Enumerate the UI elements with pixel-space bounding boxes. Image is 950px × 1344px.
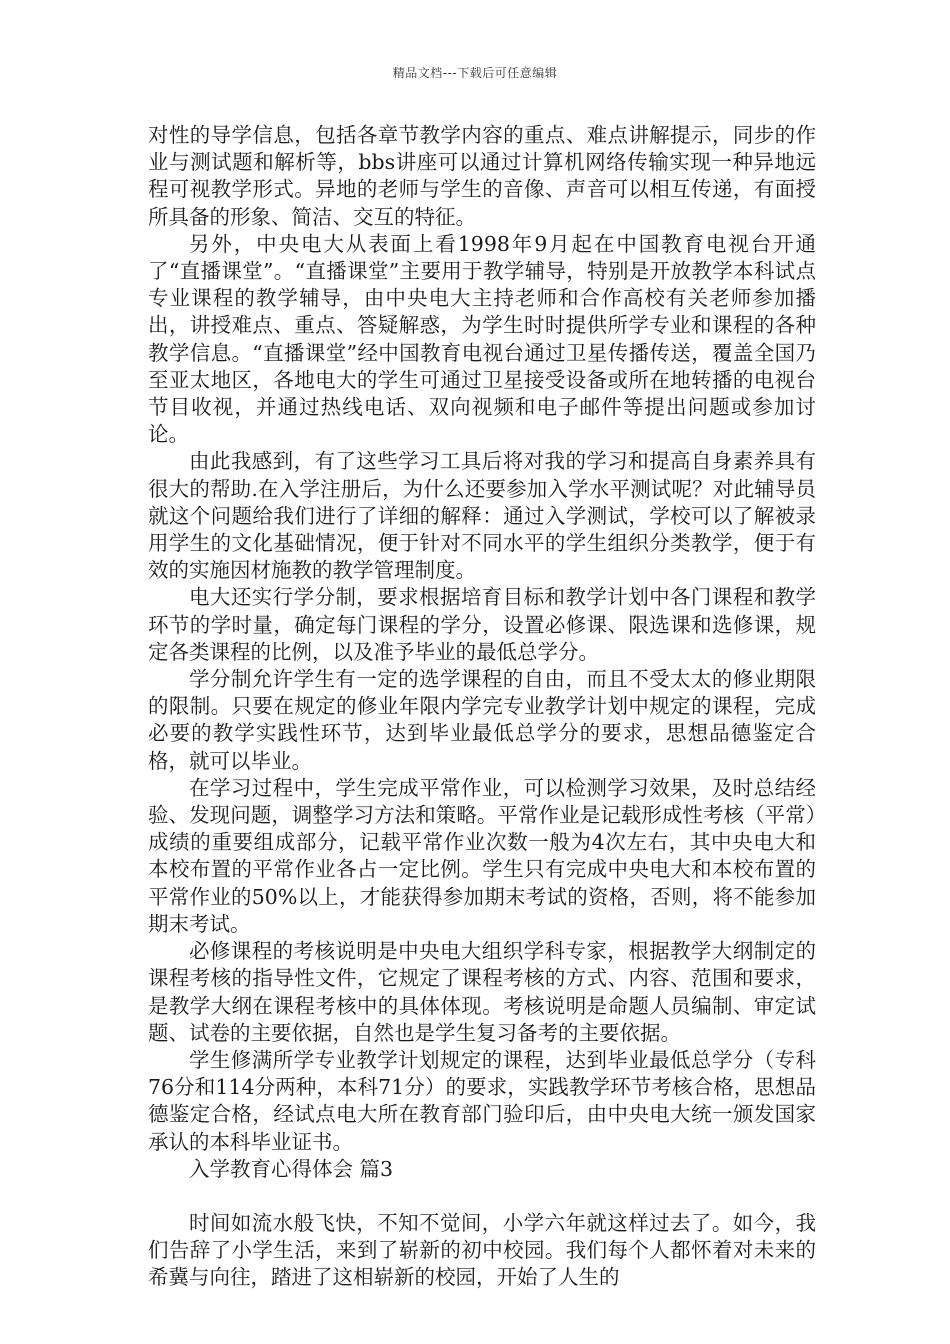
paragraph-1: 对性的导学信息，包括各章节教学内容的重点、难点讲解提示，同步的作业与测试题和解析等，bbs讲座可以通过计算机网络传输实现一种异地远程可视教学形式。异地的老师与学生的音像、声音可以相互传递，有面授所具备的形象、简洁、交互的特征。 bbox=[148, 123, 816, 229]
paragraph-5: 学分制允许学生有一定的选学课程的自由，而且不受太太的修业期限的限制。只要在规定的修业年限内学完专业教学计划中规定的课程，完成必要的教学实践性环节，达到毕业最低总学分的要求，思想品德鉴定合格，就可以毕业。 bbox=[148, 667, 816, 773]
paragraph-6: 在学习过程中，学生完成平常作业，可以检测学习效果，及时总结经验、发现问题，调整学习方法和策略。平常作业是记载形成性考核（平常）成绩的重要组成部分，记载平常作业次数一般为4次左右，其中央电大和本校布置的平常作业各占一定比例。学生只有完成中央电大和本校布置的平常作业的50%以上，才能获得参加期末考试的资格，否则，将不能参加期末考试。 bbox=[148, 775, 816, 936]
page-header: 精品文档---下载后可任意编辑 bbox=[392, 66, 558, 80]
paragraph-2: 另外，中央电大从表面上看1998年9月起在中国教育电视台开通了“直播课堂”。“直播课堂”主要用于教学辅导，特别是开放教学本科试点专业课程的教学辅导，由中央电大主持老师和合作高校有关老师参加播出，讲授难点、重点、答疑解惑，为学生时时提供所学专业和课程的各种教学信息。“直播课堂”经中国教育电视台通过卫星传播传送，覆盖全国乃至亚太地区，各地电大的学生可通过卫星接受设备或所在地转播的电视台节目收视，并通过热线电话、双向视频和电子邮件等提出问题或参加讨论。 bbox=[148, 231, 816, 447]
paragraph-3: 由此我感到，有了这些学习工具后将对我的学习和提高自身素养具有很大的帮助.在入学注册后，为什么还要参加入学水平测试呢？对此辅导员就这个问题给我们进行了详细的解释：通过入学测试，学校可以了解被录用学生的文化基础情况，便于针对不同水平的学生组织分类教学，便于有效的实施因材施教的教学管理制度。 bbox=[148, 449, 816, 583]
section-heading: 入学教育心得体会 篇3 bbox=[189, 1156, 394, 1181]
closing-paragraph: 时间如流水般飞快，不知不觉间，小学六年就这样过去了。如今，我们告辞了小学生活，来到了崭新的初中校园。我们每个人都怀着对未来的希冀与向往，踏进了这相崭新的校园，开始了人生的 bbox=[148, 1210, 816, 1290]
paragraph-7: 必修课程的考核说明是中央电大组织学科专家，根据教学大纲制定的课程考核的指导性文件，它规定了课程考核的方式、内容、范围和要求，是教学大纲在课程考核中的具体体现。考核说明是命题人员编制、审定试题、试卷的主要依据，自然也是学生复习备考的主要依据。 bbox=[148, 939, 816, 1045]
blank-line bbox=[148, 1183, 816, 1210]
paragraph-8: 学生修满所学专业教学计划规定的课程，达到毕业最低总学分（专科76分和114分两种，本科71分）的要求，实践教学环节考核合格，思想品德鉴定合格，经试点电大所在教育部门验印后，由中央电大统一颁发国家承认的本科毕业证书。 bbox=[148, 1047, 816, 1154]
paragraph-4: 电大还实行学分制，要求根据培育目标和教学计划中各门课程和教学环节的学时量，确定每门课程的学分，设置必修课、限选课和选修课，规定各类课程的比例，以及准予毕业的最低总学分。 bbox=[148, 585, 816, 664]
document-body bbox=[148, 122, 816, 1292]
